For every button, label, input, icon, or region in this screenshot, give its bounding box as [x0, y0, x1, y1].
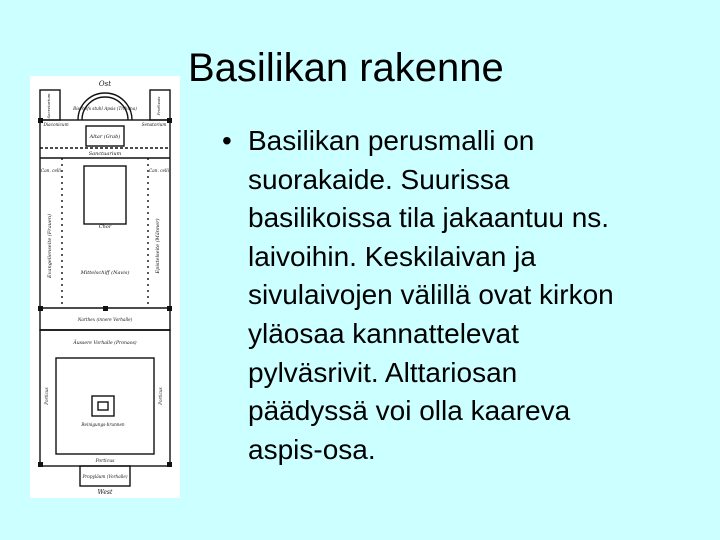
plan-label-apsis: Bischofs stuhl Apsis (Tribuna) [73, 106, 137, 111]
plan-label-ost: Ost [98, 80, 112, 88]
plan-label-maenner: Epistelseite (Männer) [155, 218, 161, 274]
bullet-line: pylväsrivit. Alttariosan [248, 356, 518, 388]
bullet-line: Basilikan perusmalli on [248, 125, 535, 156]
plan-label-cancelli-right: Can. celli [149, 168, 169, 173]
plan-label-porticus-right: Porticus [158, 387, 163, 405]
plan-label-frauen: Evangelienseite (Frauen) [47, 213, 53, 279]
bullet-line: sivulaivojen välillä ovat kirkon [248, 279, 614, 311]
bullet-line: basilikoissa tila jakaantuu ns. [248, 202, 610, 234]
plan-label-brunnen: Reinigungs-brunnen [81, 422, 125, 427]
plan-label-porticus-bottom: Porticus [95, 459, 115, 464]
plan-label-mittelschiff: Mittelschiff (Navis) [80, 270, 130, 276]
basilica-floor-plan [30, 76, 180, 498]
plan-label-sanctuarium: Sanctuarium [88, 151, 122, 157]
bullet-line: laivoihin. Keskilaivan ja [248, 240, 536, 272]
plan-label-narthex: Narthex (innere Vorhalle) [77, 317, 133, 322]
slide-title: Basilikan rakenne [188, 46, 504, 90]
plan-label-west: West [97, 489, 113, 496]
plan-label-diaconicum: Diaconicum [43, 122, 69, 127]
plan-label-senatorium: Senatorium [141, 122, 167, 127]
bullet-line: aspis-osa. [248, 433, 376, 465]
plan-label-porticus-left: Porticus [44, 387, 49, 405]
plan-label-altar: Altar (Grab) [89, 134, 121, 140]
bullet-text [248, 122, 682, 469]
bullet-line: päädyssä voi olla kaareva [248, 395, 571, 427]
bullet-list [222, 122, 682, 469]
plan-label-secretarium: Secretarium [46, 93, 51, 119]
plan-label-aeussere: Äussere Vorhalle (Pronaos) [73, 341, 137, 346]
plan-label-propylaeum: Propyläum (Vorhalle) [82, 474, 128, 479]
plan-label-cancelli-left: Can. celli [41, 168, 61, 173]
plan-label-prothesis: Prothesis [156, 96, 161, 116]
plan-label-chor: Chor [98, 224, 112, 230]
bullet-marker: • [222, 125, 232, 156]
bullet-line: yläosaa kannattelevat [248, 317, 519, 349]
bullet-line: suorakaide. Suurissa [248, 163, 510, 195]
